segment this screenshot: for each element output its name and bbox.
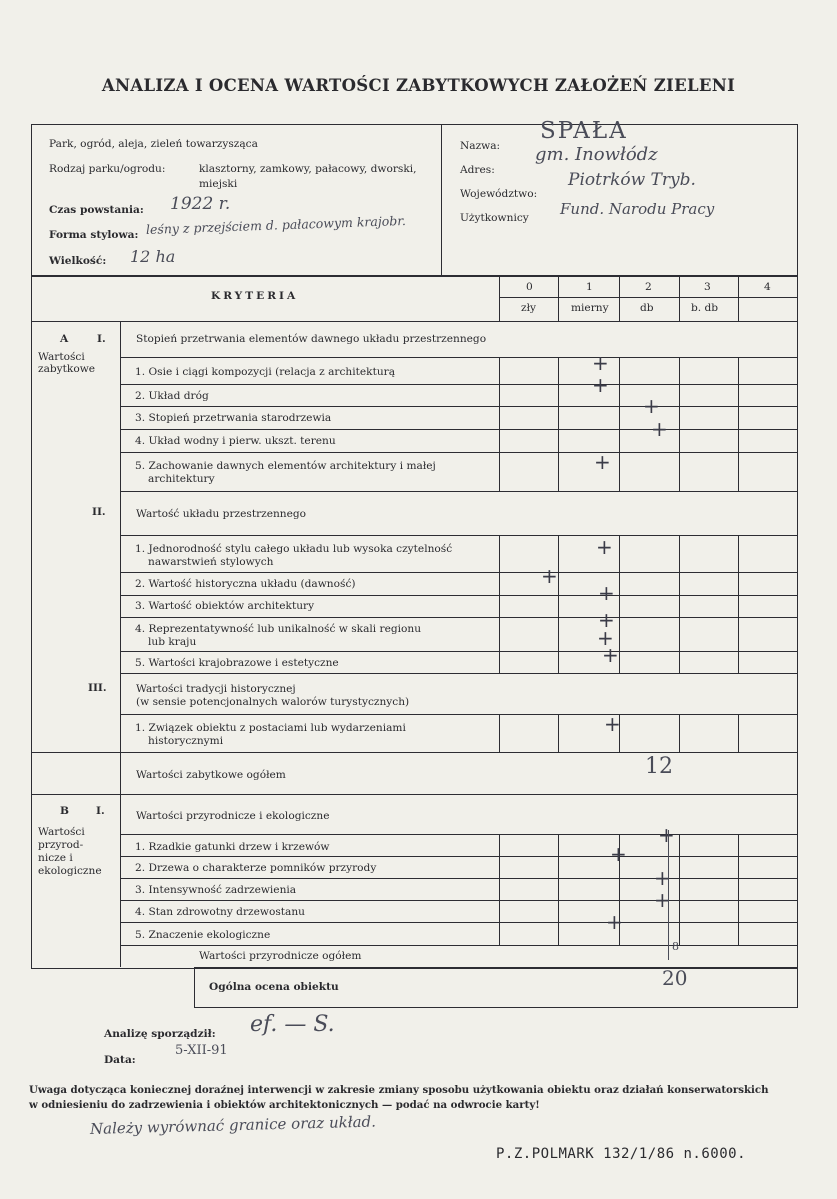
voivodeship-value: Piotrków Tryb.	[568, 170, 696, 190]
section-b-name-1: Wartości	[38, 826, 85, 838]
score-label-0: zły	[521, 302, 537, 314]
item-b-1: 1. Rzadkie gatunki drzew i krzewów	[135, 841, 330, 853]
row-line	[120, 572, 798, 573]
group2-title-line	[120, 535, 798, 536]
score-mark: +	[602, 643, 619, 667]
section-a-name-1: Wartości	[38, 351, 85, 363]
grid-col	[679, 535, 680, 673]
grid-col	[558, 535, 559, 673]
row-line	[120, 595, 798, 596]
row-line	[120, 429, 798, 430]
time-value: 1922 r.	[170, 194, 231, 214]
criteria-label: KRYTERIA	[211, 290, 299, 302]
group3-title-1: Wartości tradycji historycznej	[136, 683, 296, 695]
item-a1-2: 2. Układ dróg	[135, 390, 209, 402]
item-a1-5: 5. Zachowanie dawnych elementów architektury i małej	[135, 460, 436, 472]
grid-col	[738, 357, 739, 491]
score-col-line-2	[619, 276, 620, 322]
grid-col	[738, 834, 739, 945]
item-a2-4b: lub kraju	[148, 636, 197, 648]
item-a2-1: 1. Jednorodność stylu całego układu lub wysoka czytelność	[135, 543, 453, 555]
score-mark: +	[598, 608, 615, 632]
row-line	[120, 617, 798, 618]
row-line	[120, 945, 798, 946]
row-line	[120, 922, 798, 923]
grid-col	[679, 357, 680, 491]
type-options-2: miejski	[199, 178, 238, 190]
score-mark: +	[654, 866, 671, 890]
row-line	[120, 491, 798, 492]
left-col-divider	[120, 321, 121, 967]
section-b-name-4: ekologiczne	[38, 865, 102, 877]
score-mark: +	[598, 581, 615, 605]
score-0: 0	[526, 281, 533, 293]
grid-col	[499, 834, 500, 945]
style-value: leśny z przejściem d. pałacowym krajobr.	[145, 212, 407, 237]
time-label: Czas powstania:	[49, 204, 144, 216]
item-a3-1: 1. Związek obiektu z postaciami lub wydarzeniami	[135, 722, 406, 734]
author-label: Analizę sporządził:	[104, 1028, 216, 1040]
section-b-numeral: I.	[96, 805, 105, 817]
voivodeship-label: Województwo:	[460, 188, 538, 200]
grid-col	[558, 714, 559, 752]
score-mark: +	[597, 626, 614, 650]
grid-col	[679, 714, 680, 752]
overall-value: 20	[662, 966, 688, 990]
score-mark: +	[541, 564, 558, 588]
row-line	[120, 651, 798, 652]
a-total-label: Wartości zabytkowe ogółem	[136, 769, 286, 781]
score-col-line-1	[558, 276, 559, 322]
grid-col	[679, 834, 680, 945]
score-mark: +	[594, 450, 611, 474]
section-a-numeral-3: III.	[88, 682, 107, 694]
group3-title-2: (w sensie potencjonalnych walorów turystycznych)	[136, 696, 410, 708]
section-a-name-2: zabytkowe	[38, 363, 96, 375]
date-label: Data:	[104, 1054, 136, 1066]
score-mark: +	[606, 910, 623, 934]
address-value: gm. Inowłódz	[535, 144, 658, 165]
section-b-letter: B	[60, 805, 69, 817]
style-label: Forma stylowa:	[49, 229, 139, 241]
document-title: ANALIZA I OCENA WARTOŚCI ZABYTKOWYCH ZAŁOŻEŃ ZIELENI	[101, 76, 736, 95]
row-line	[120, 673, 798, 674]
item-a2-1b: nawarstwień stylowych	[148, 556, 274, 568]
section-a-numeral-2: II.	[92, 506, 106, 518]
item-a2-4: 4. Reprezentatywność lub unikalność w skali regionu	[135, 623, 422, 635]
row-line	[120, 452, 798, 453]
header-divider	[441, 124, 442, 276]
size-label: Wielkość:	[49, 255, 107, 267]
score-mark: +	[654, 888, 671, 912]
grid-col	[499, 714, 500, 752]
item-b-5: 5. Znaczenie ekologiczne	[135, 929, 271, 941]
criteria-header-bottom	[31, 321, 798, 322]
row-line	[120, 384, 798, 385]
row-line	[31, 752, 798, 753]
grid-col	[619, 357, 620, 491]
score-header-midline	[499, 297, 798, 298]
note-handwritten: Należy wyrównać granice oraz układ.	[89, 1112, 377, 1138]
grid-col	[499, 535, 500, 673]
group-b-title-line	[120, 834, 798, 835]
grid-col	[499, 357, 500, 491]
score-1: 1	[586, 281, 593, 293]
group3-title-line	[120, 714, 798, 715]
row-line	[120, 900, 798, 901]
score-mark: +	[596, 535, 613, 559]
group2-title: Wartość układu przestrzennego	[136, 508, 307, 520]
score-3: 3	[704, 281, 711, 293]
section-divider	[31, 794, 798, 795]
name-value: SPAŁA	[540, 118, 628, 144]
group1-title: Stopień przetrwania elementów dawnego układu przestrzennego	[136, 333, 487, 345]
item-a2-5: 5. Wartości krajobrazowe i estetyczne	[135, 657, 339, 669]
grid-col	[558, 834, 559, 945]
grid-col	[619, 535, 620, 673]
item-a1-3: 3. Stopień przetrwania starodrzewia	[135, 412, 332, 424]
section-b-name-3: nicze i	[38, 852, 73, 864]
score-col-line-4	[738, 276, 739, 322]
section-b-name-2: przyrod-	[38, 839, 84, 851]
section-a-numeral: I.	[97, 333, 106, 345]
item-a2-3: 3. Wartość obiektów architektury	[135, 600, 315, 612]
score-2: 2	[645, 281, 652, 293]
user-value: Fund. Narodu Pracy	[560, 200, 715, 218]
size-value: 12 ha	[130, 247, 176, 266]
grid-col	[738, 535, 739, 673]
score-mark: +	[610, 842, 627, 866]
note-line-1: Uwaga dotycząca koniecznej doraźnej interwencji w zakresie zmiany sposobu użytkowania obiektu oraz działań konserwatorskich	[29, 1084, 769, 1096]
print-code: P.Z.POLMARK 132/1/86 n.6000.	[496, 1146, 747, 1162]
item-a2-2: 2. Wartość historyczna układu (dawność)	[135, 578, 356, 590]
item-b-3: 3. Intensywność zadrzewienia	[135, 884, 297, 896]
pencil-stroke	[668, 830, 669, 960]
user-label: Użytkownicy	[460, 212, 529, 224]
score-label-2: db	[640, 302, 654, 314]
a-total-value: 12	[645, 754, 673, 779]
score-label-1: mierny	[571, 302, 609, 314]
type-options: klasztorny, zamkowy, pałacowy, dworski,	[199, 163, 417, 175]
item-b-4: 4. Stan zdrowotny drzewostanu	[135, 906, 305, 918]
score-col-line-3	[679, 276, 680, 322]
grid-col	[558, 357, 559, 491]
author-value: ef. — S.	[250, 1012, 335, 1037]
item-a1-4: 4. Układ wodny i pierw. ukszt. terenu	[135, 435, 336, 447]
score-mark: +	[592, 373, 609, 397]
overall-label: Ogólna ocena obiektu	[209, 981, 339, 993]
group-b-title: Wartości przyrodnicze i ekologiczne	[136, 810, 330, 822]
score-col-line-0	[499, 276, 500, 322]
park-label: Park, ogród, aleja, zieleń towarzysząca	[49, 138, 258, 150]
item-a1-1: 1. Osie i ciągi kompozycji (relacja z architekturą	[135, 366, 396, 378]
group1-title-line	[120, 357, 798, 358]
address-label: Adres:	[460, 164, 495, 176]
item-a3-1b: historycznymi	[148, 735, 224, 747]
row-line	[120, 878, 798, 879]
score-mark: +	[604, 712, 621, 736]
row-line	[120, 856, 798, 857]
b-total-label: Wartości przyrodnicze ogółem	[199, 950, 362, 962]
date-value: 5-XII-91	[175, 1043, 228, 1058]
type-label: Rodzaj parku/ogrodu:	[49, 163, 166, 175]
item-b-2: 2. Drzewa o charakterze pomników przyrody	[135, 862, 377, 874]
grid-col	[738, 714, 739, 752]
row-line	[120, 406, 798, 407]
item-a1-5b: architektury	[148, 473, 215, 485]
score-mark: +	[658, 823, 675, 847]
b-total-value: 8	[672, 940, 679, 953]
name-label: Nazwa:	[460, 140, 501, 152]
score-mark: +	[651, 417, 668, 441]
score-label-3: b. db	[691, 302, 719, 314]
score-4: 4	[764, 281, 771, 293]
score-mark: +	[643, 394, 660, 418]
score-mark: +	[592, 351, 609, 375]
section-a-letter: A	[60, 333, 69, 345]
note-line-2: w odniesieniu do zadrzewienia i obiektów architektonicznych — podać na odwrocie karty!	[29, 1099, 540, 1111]
